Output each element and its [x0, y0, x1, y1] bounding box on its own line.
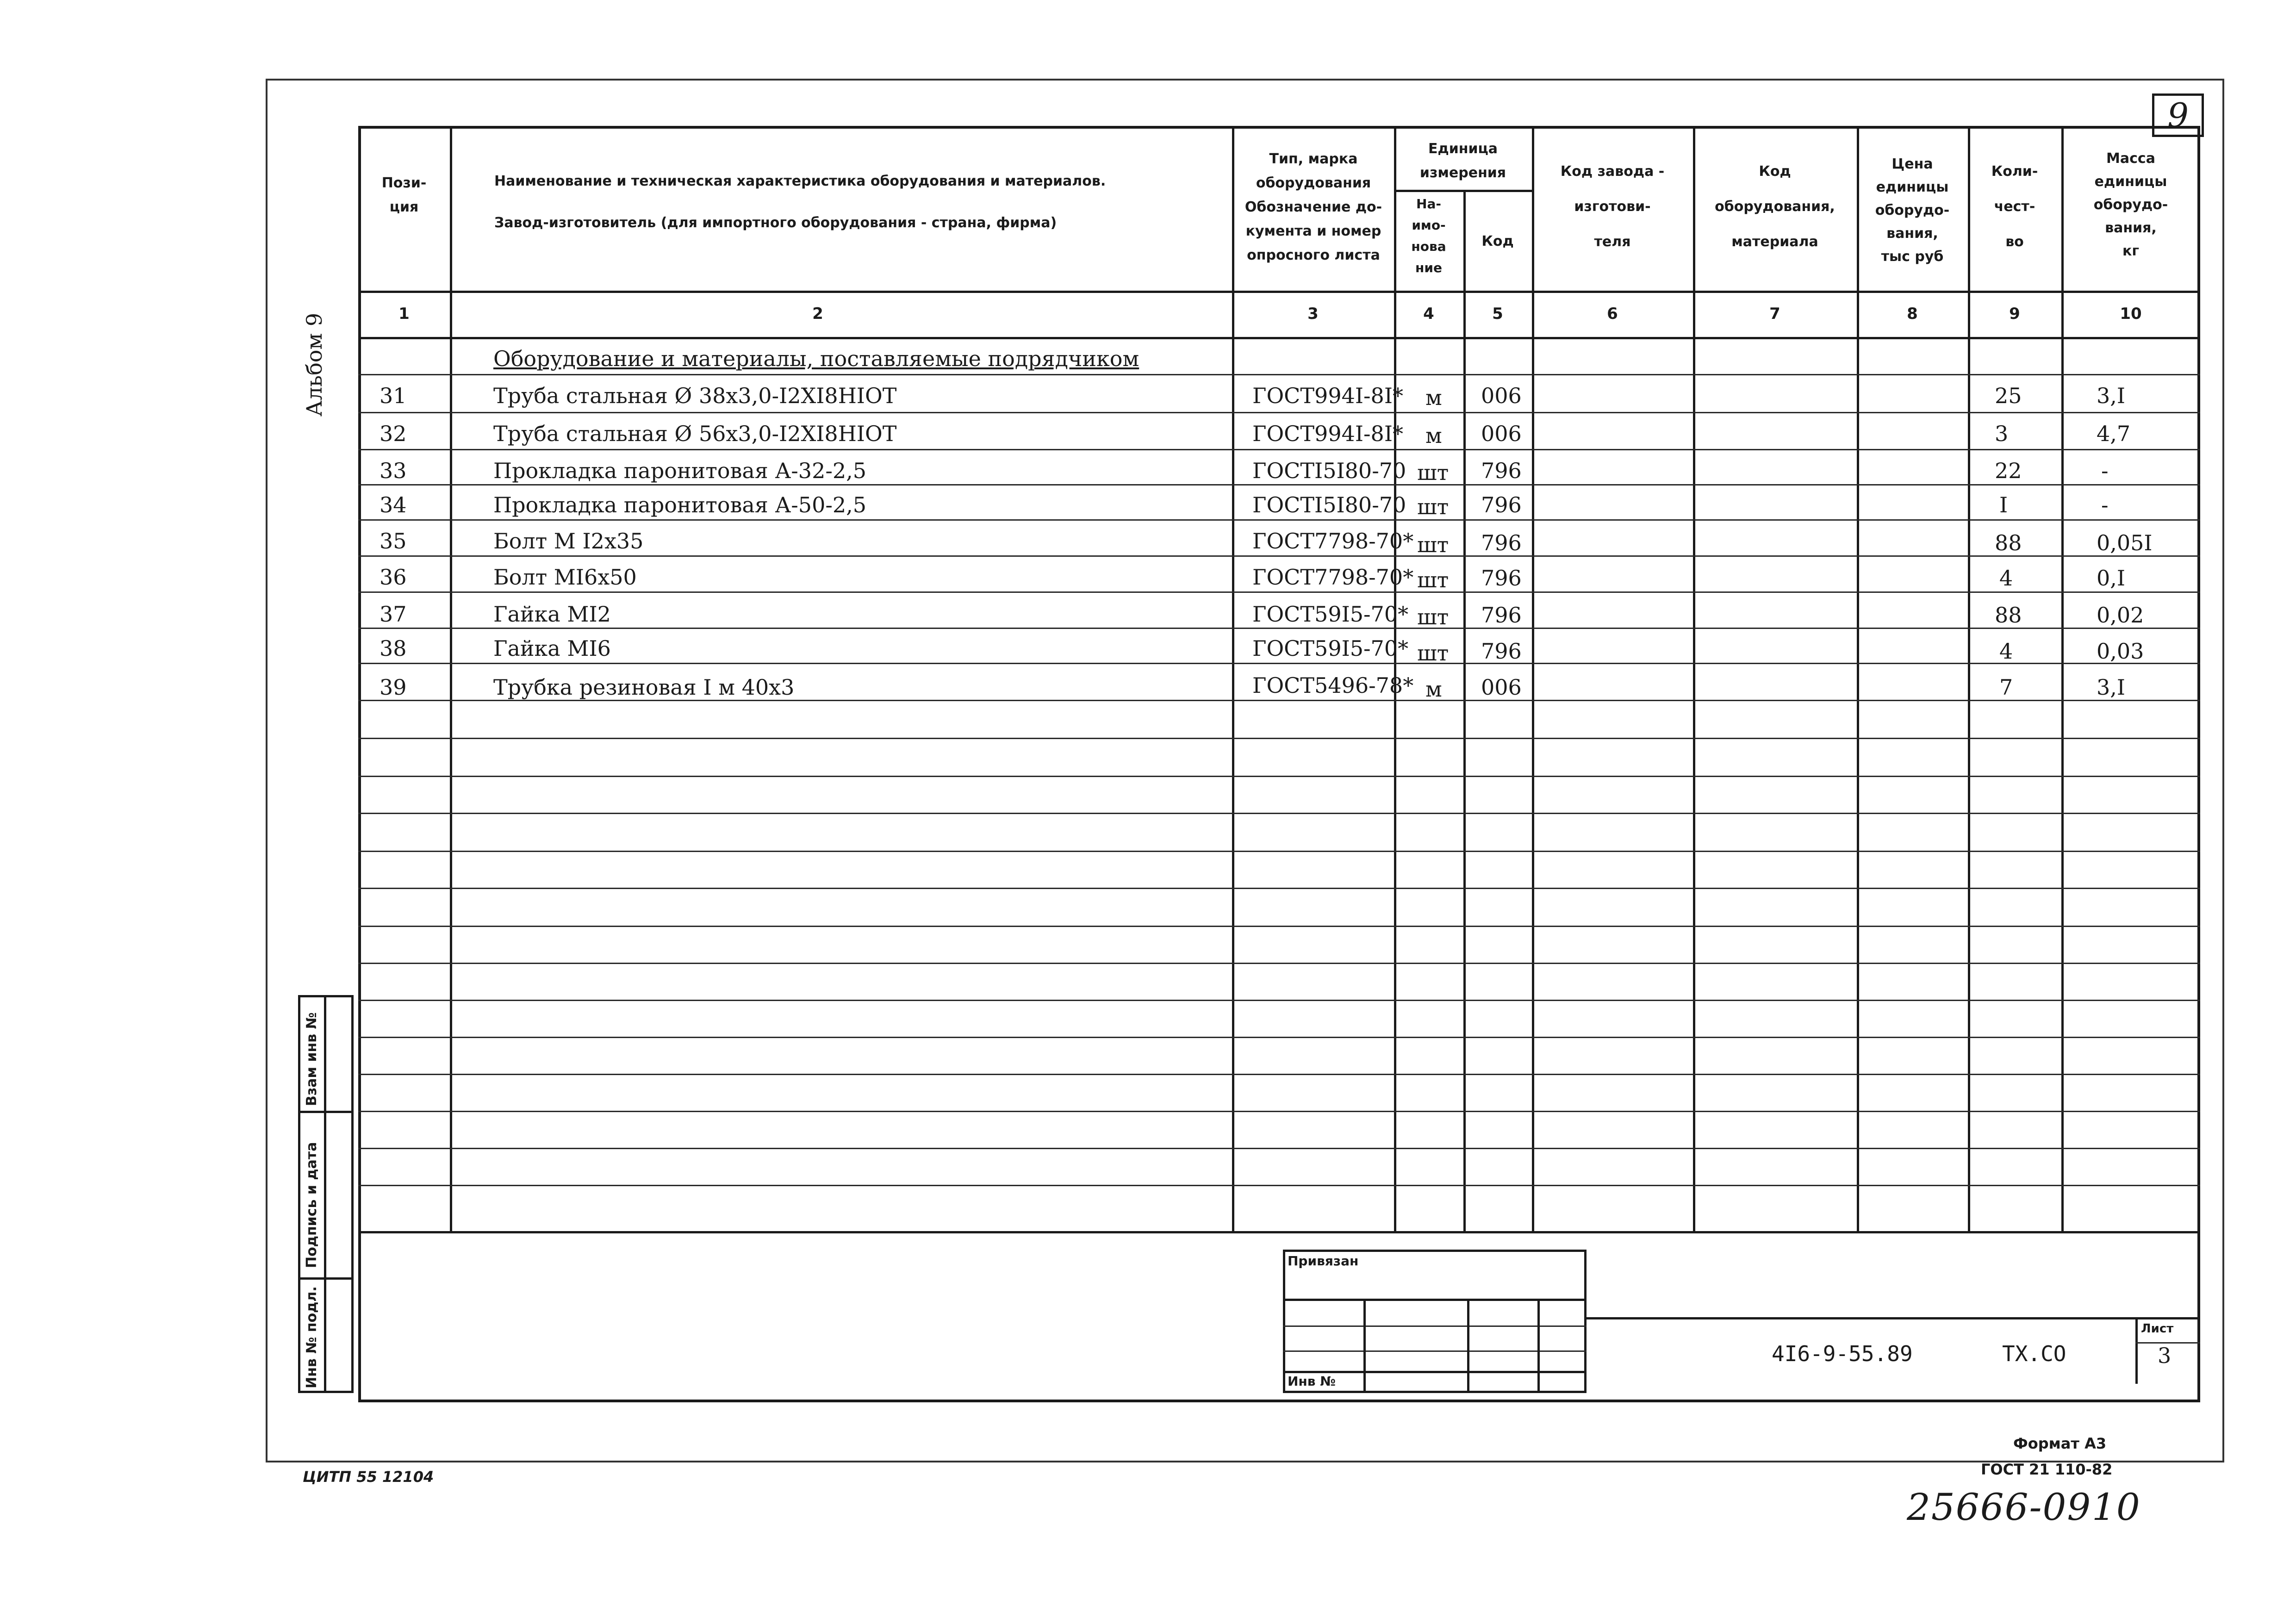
- row-unit: шт: [1417, 604, 1449, 629]
- row-name: Прокладка паронитовая А-32-2,5: [493, 458, 867, 483]
- inv-no-label: Инв №: [1288, 1374, 1336, 1389]
- privyazan-line: [1283, 1371, 1587, 1373]
- row-rule: [358, 663, 2200, 664]
- row-code: 006: [1481, 383, 1522, 408]
- header-price: Цена единицы оборудо- вания, тыс руб: [1875, 156, 1950, 265]
- row-rule: [358, 1037, 2200, 1038]
- header-unit-code: Код: [1481, 233, 1514, 249]
- row-code: 796: [1481, 639, 1522, 664]
- row-position: 32: [380, 421, 407, 446]
- side-inv-podl: Инв № подл.: [304, 1286, 320, 1388]
- row-name: Труба стальная Ø 56x3,0-I2XI8HIOT: [493, 421, 897, 446]
- sheet-number: 9: [2152, 93, 2204, 137]
- privyazan-line: [1283, 1325, 1587, 1327]
- row-unit: шт: [1417, 460, 1449, 485]
- colnum-5: 5: [1492, 305, 1503, 323]
- colnum-1: 1: [398, 305, 410, 323]
- row-name: Гайка МI6: [493, 636, 611, 661]
- row-doc: ГОСТ5496-78*: [1252, 673, 1414, 698]
- colnum-4: 4: [1423, 305, 1434, 323]
- header-name-line1: Наименование и техническая характеристика оборудования и материалов.: [494, 173, 1106, 189]
- row-rule: [358, 412, 2200, 413]
- header-unit-group: Единица измерения: [1419, 141, 1506, 181]
- row-position: 33: [380, 458, 407, 483]
- row-mass: 0,03: [2097, 639, 2144, 664]
- colnum-9: 9: [2009, 305, 2020, 323]
- header-bottom-line: [358, 291, 2200, 293]
- privyazan-col: [1537, 1299, 1540, 1393]
- doc-code: 4I6-9-55.89: [1772, 1341, 1913, 1366]
- row-name: Труба стальная Ø 38x3,0-I2XI8HIOT: [493, 383, 897, 408]
- side-stamp-line: [298, 1277, 354, 1280]
- row-mass: -: [2101, 458, 2109, 483]
- row-mass: 3,I: [2097, 383, 2126, 408]
- row-qty: 88: [1995, 603, 2022, 628]
- row-rule: [358, 374, 2200, 375]
- row-position: 38: [380, 636, 407, 661]
- row-code: 796: [1481, 603, 1522, 628]
- colnum-10: 10: [2120, 305, 2142, 323]
- privyazan-line: [1283, 1299, 1587, 1301]
- row-rule: [358, 738, 2200, 739]
- colnum-8: 8: [1907, 305, 1918, 323]
- row-rule: [358, 926, 2200, 927]
- row-unit: шт: [1417, 532, 1449, 557]
- title-line: [1587, 1317, 2200, 1319]
- row-name: Гайка МI2: [493, 602, 611, 627]
- row-rule: [358, 628, 2200, 629]
- sheet-value: 3: [2158, 1343, 2172, 1368]
- row-name: Трубка резиновая I м 40x3: [493, 675, 795, 700]
- header-equipment-code: Код оборудования, материала: [1715, 163, 1835, 250]
- row-rule: [358, 591, 2200, 593]
- row-rule: [358, 449, 2200, 450]
- row-rule: [358, 888, 2200, 889]
- side-podpis-data: Подпись и дата: [304, 1142, 320, 1268]
- header-name-line2: Завод-изготовитель (для импортного оборудования - страна, фирма): [494, 215, 1057, 231]
- sheet-label: Лист: [2141, 1322, 2174, 1336]
- row-doc: ГОСТ59I5-70*: [1252, 636, 1409, 661]
- header-unit-name: На- имо- нова ние: [1411, 196, 1446, 275]
- row-qty: 4: [1999, 639, 2013, 664]
- row-code: 006: [1481, 421, 1522, 446]
- archive-number: 25666-09: [1907, 1486, 2092, 1529]
- row-unit: шт: [1417, 641, 1449, 666]
- row-code: 796: [1481, 566, 1522, 591]
- row-code: 796: [1481, 458, 1522, 483]
- sheet-cell-divider: [2135, 1317, 2138, 1384]
- row-rule: [358, 776, 2200, 777]
- header-maker-code: Код завода - изготови- теля: [1560, 163, 1665, 250]
- row-code: 006: [1481, 675, 1522, 700]
- doc-mark: ТХ.СО: [2002, 1341, 2066, 1366]
- row-rule: [358, 963, 2200, 964]
- row-doc: ГОСТ7798-70*: [1252, 529, 1414, 554]
- row-qty: 7: [1999, 675, 2013, 700]
- row-doc: ГОСТ7798-70*: [1252, 565, 1414, 590]
- colnum-bottom-line: [358, 337, 2200, 339]
- privyazan-col: [1467, 1299, 1469, 1393]
- unit-group-line: [1394, 190, 1532, 192]
- row-unit: шт: [1417, 567, 1449, 592]
- colnum-2: 2: [812, 305, 823, 323]
- row-qty: 88: [1995, 530, 2022, 555]
- row-position: 31: [380, 383, 407, 408]
- row-unit: м: [1425, 385, 1442, 410]
- row-mass: 0,02: [2097, 603, 2144, 628]
- row-doc: ГОСТI5I80-70: [1252, 458, 1406, 483]
- row-rule: [358, 1185, 2200, 1186]
- row-doc: ГОСТ994I-8I*: [1252, 383, 1403, 408]
- table-bottom-line: [358, 1231, 2200, 1233]
- side-vzam-inv: Взам инв №: [304, 1012, 320, 1106]
- row-rule: [358, 1000, 2200, 1001]
- gost-label: ГОСТ 21 110-82: [1981, 1461, 2113, 1478]
- privyazan-label: Привязан: [1288, 1253, 1359, 1269]
- row-code: 796: [1481, 530, 1522, 555]
- privyazan-line: [1283, 1350, 1587, 1352]
- row-qty: 25: [1995, 383, 2022, 408]
- row-rule: [358, 555, 2200, 557]
- header-type-doc: Тип, марка оборудования Обозначение до- кумента и номер опросного листа: [1244, 151, 1382, 263]
- row-doc: ГОСТI5I80-70: [1252, 492, 1406, 517]
- row-mass: 0,05I: [2097, 530, 2153, 555]
- row-position: 37: [380, 602, 407, 627]
- format-label: Формат А3: [2013, 1435, 2107, 1452]
- colnum-3: 3: [1307, 305, 1319, 323]
- colnum-6: 6: [1607, 305, 1618, 323]
- row-rule: [358, 851, 2200, 852]
- row-rule: [358, 519, 2200, 521]
- row-mass: 4,7: [2097, 421, 2131, 446]
- row-name: Прокладка паронитовая А-50-2,5: [493, 492, 867, 517]
- album-label: Альбом 9: [302, 312, 327, 417]
- row-qty: 3: [1995, 421, 2009, 446]
- row-code: 796: [1481, 492, 1522, 517]
- row-qty: 4: [1999, 566, 2013, 591]
- row-unit: м: [1425, 423, 1442, 448]
- colnum-7: 7: [1769, 305, 1780, 323]
- cipp-label: ЦИТП 55 12104: [303, 1468, 434, 1486]
- row-rule: [358, 1111, 2200, 1112]
- row-unit: м: [1425, 677, 1442, 702]
- privyazan-col: [1363, 1299, 1366, 1393]
- row-mass: 3,I: [2097, 675, 2126, 700]
- section-title: Оборудование и материалы, поставляемые подрядчиком: [493, 346, 1139, 371]
- row-position: 34: [380, 492, 407, 517]
- row-rule: [358, 1074, 2200, 1075]
- header-position: Пози- ция: [381, 175, 427, 215]
- row-rule: [358, 484, 2200, 485]
- row-rule: [358, 813, 2200, 814]
- row-mass: -: [2101, 492, 2109, 517]
- row-qty: 22: [1995, 458, 2022, 483]
- row-name: Болт МI6x50: [493, 565, 637, 590]
- archive-page: 10: [2092, 1486, 2141, 1529]
- row-doc: ГОСТ59I5-70*: [1252, 602, 1409, 627]
- side-stamp-line: [298, 1111, 354, 1113]
- row-qty: I: [1999, 492, 2008, 517]
- row-position: 39: [380, 675, 407, 700]
- header-mass: Масса единицы оборудо- вания, кг: [2093, 150, 2168, 259]
- row-position: 36: [380, 565, 407, 590]
- row-name: Болт М I2x35: [493, 529, 644, 554]
- row-position: 35: [380, 529, 407, 554]
- header-quantity: Коли- чест- во: [1991, 163, 2038, 250]
- row-unit: шт: [1417, 494, 1449, 519]
- row-rule: [358, 1148, 2200, 1149]
- row-mass: 0,I: [2097, 566, 2126, 591]
- row-rule: [358, 700, 2200, 701]
- side-stamp-divider: [324, 995, 326, 1393]
- row-doc: ГОСТ994I-8I*: [1252, 421, 1403, 446]
